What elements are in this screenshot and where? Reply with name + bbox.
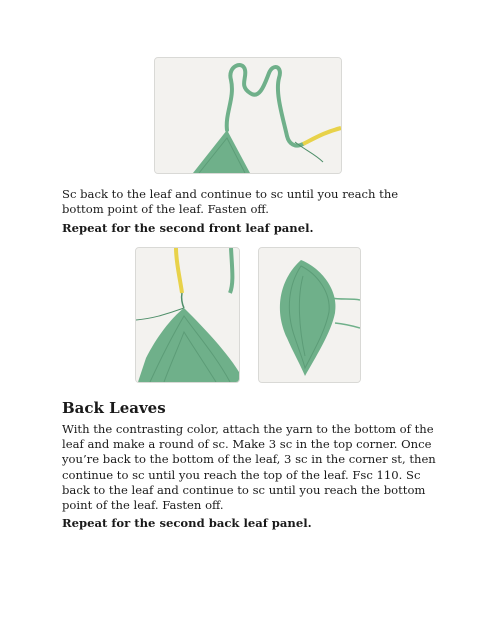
crochet-leaf-strap-photo-icon (155, 58, 341, 173)
crochet-photo-leaf-shape (258, 247, 361, 383)
paragraph-repeat-back: Repeat for the second back leaf panel. (62, 516, 312, 530)
crochet-photo-strap (154, 57, 342, 174)
crochet-leaf-panel-photo-icon (136, 248, 239, 382)
paragraph-back-leaves-instructions: With the contrasting color, attach the yarn to the bottom of the leaf and make a round of sc. Make 3 sc in the top corner. Once you’re back to the bottom of the leaf, 3 sc in the corner st, then continue to sc until you reach the top of the leaf. Fsc 110. Sc back to the leaf and continue to sc until you reach the bottom point of the leaf. Fasten off. (62, 422, 436, 513)
paragraph-repeat-front: Repeat for the second front leaf panel. (62, 221, 314, 235)
crochet-photo-leaf-panel (135, 247, 240, 383)
crochet-leaf-shape-photo-icon (259, 248, 360, 382)
section-heading-back-leaves: Back Leaves (62, 399, 166, 417)
paragraph-sc-back: Sc back to the leaf and continue to sc until you reach the bottom point of the leaf. Fasten off. (62, 187, 399, 217)
